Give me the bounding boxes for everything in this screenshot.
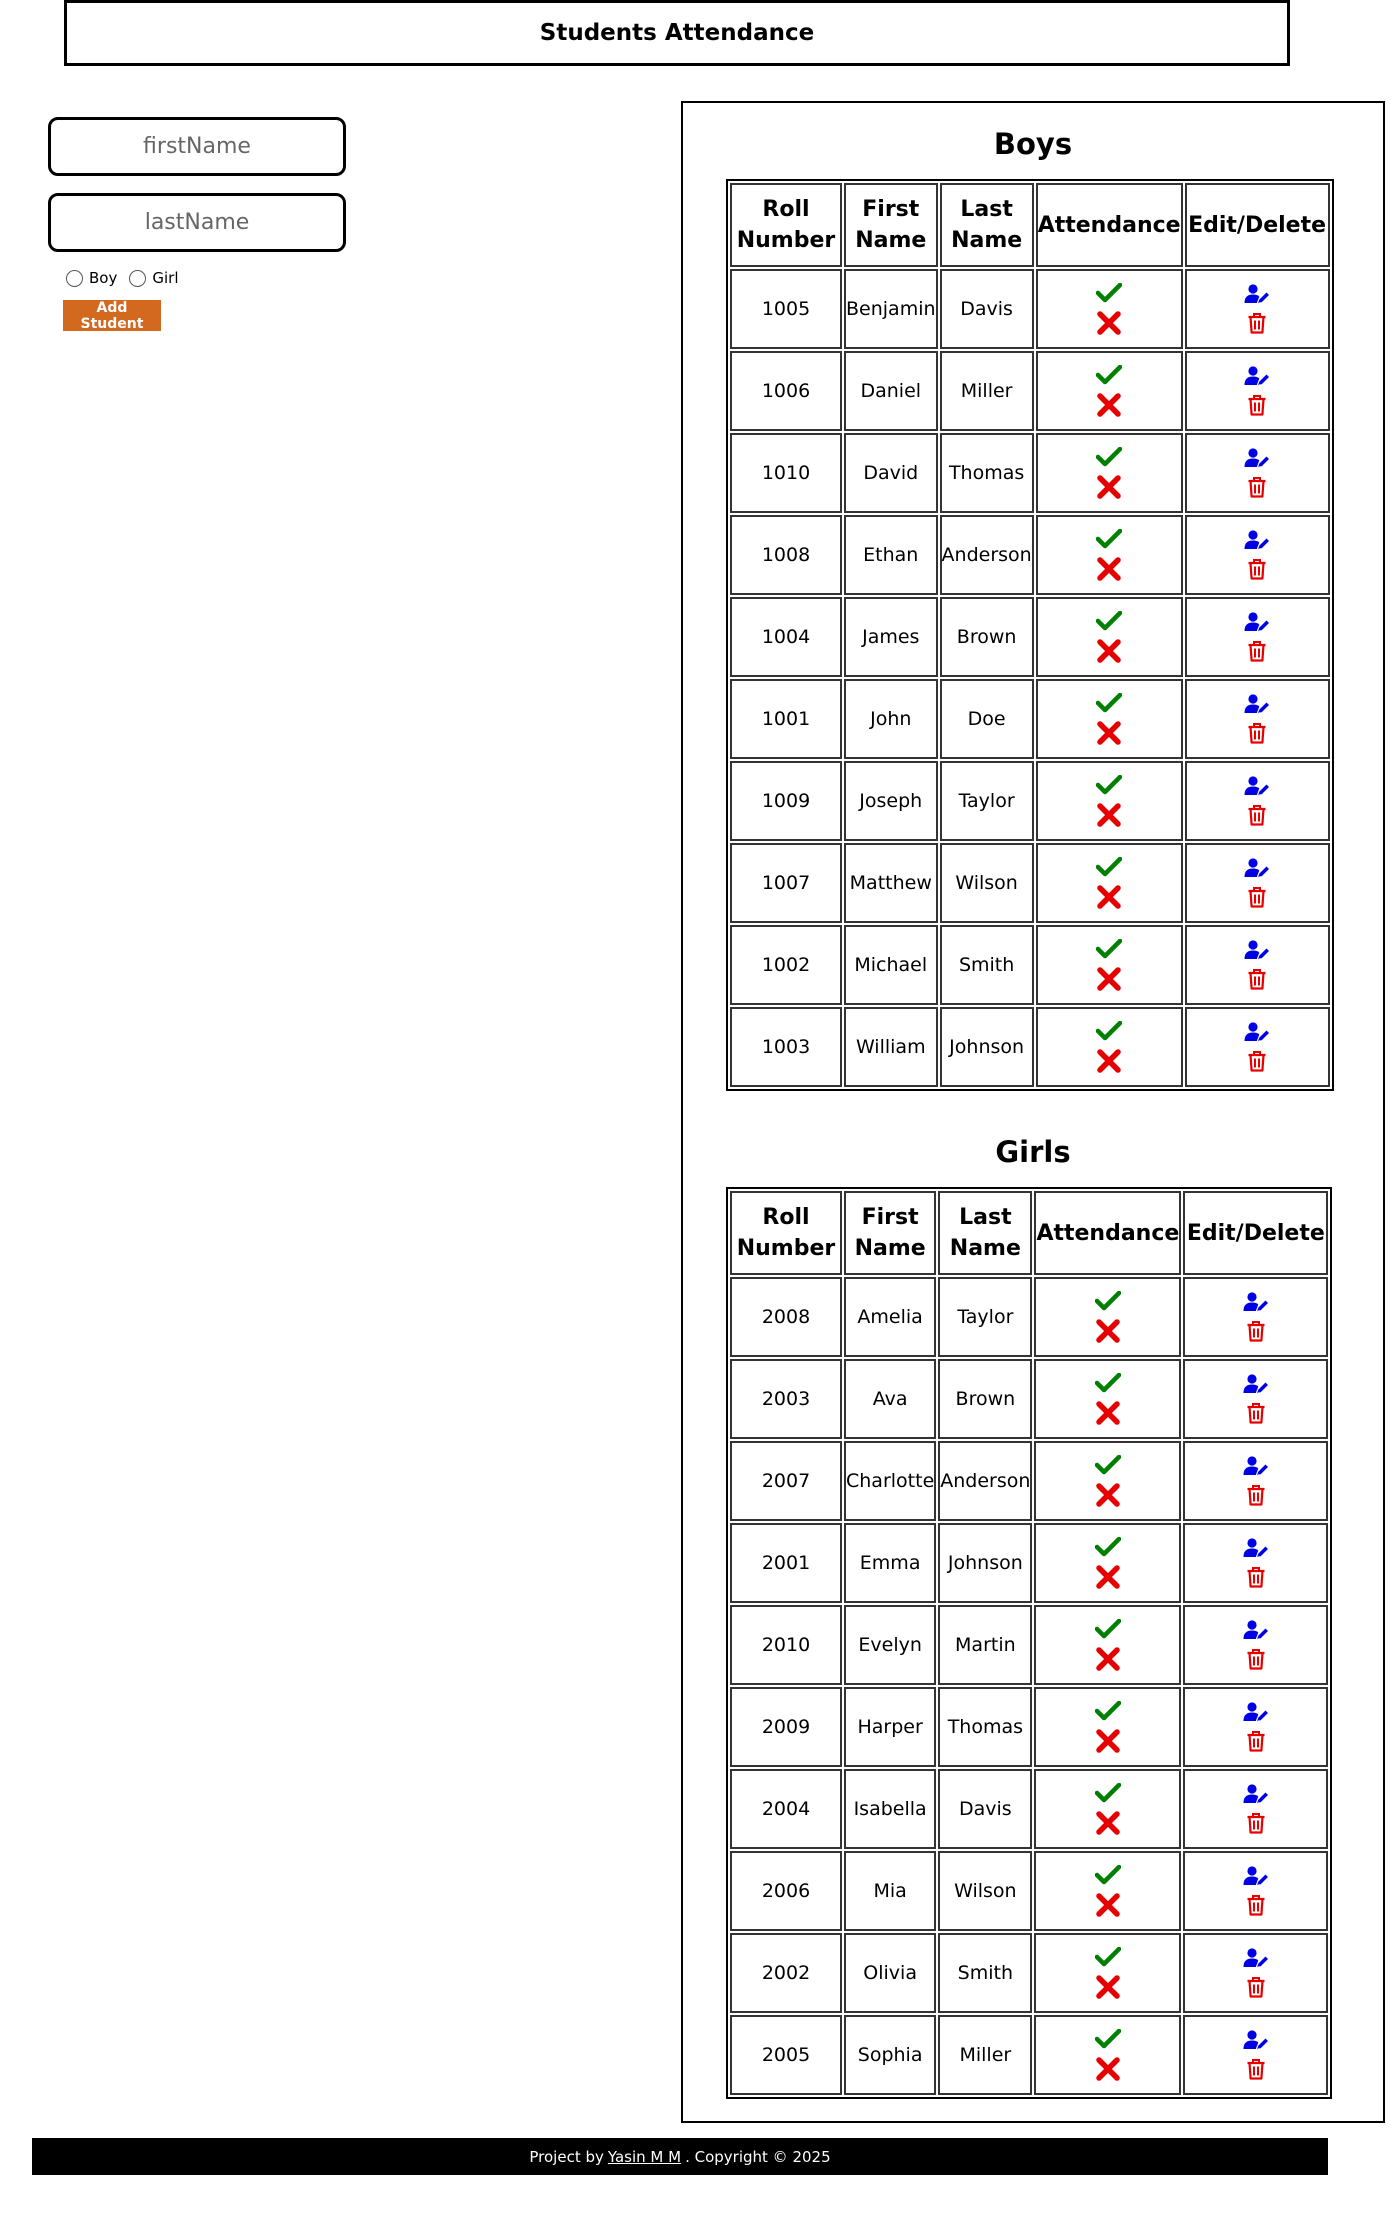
col-first-name: First Name bbox=[844, 183, 938, 267]
absent-x-icon[interactable] bbox=[1096, 1483, 1120, 1507]
edit-delete-cell bbox=[1183, 1359, 1328, 1439]
attendance-cell bbox=[1036, 1007, 1183, 1087]
delete-trash-icon[interactable] bbox=[1246, 2058, 1266, 2080]
gender-radio-group bbox=[66, 269, 346, 287]
delete-trash-icon[interactable] bbox=[1246, 1976, 1266, 1998]
boys-table-body bbox=[730, 269, 1330, 1087]
delete-trash-icon[interactable] bbox=[1246, 1648, 1266, 1670]
attendance-cell bbox=[1034, 1851, 1181, 1931]
first-name-cell: Harper bbox=[844, 1687, 936, 1767]
edit-user-icon[interactable] bbox=[1243, 1866, 1269, 1886]
present-check-icon[interactable] bbox=[1096, 775, 1122, 795]
roll-number-cell: 2010 bbox=[730, 1605, 842, 1685]
radio-boy-label: Boy bbox=[89, 269, 118, 287]
first-name-cell: Michael bbox=[844, 925, 938, 1005]
last-name-cell: Wilson bbox=[938, 1851, 1032, 1931]
edit-delete-cell bbox=[1185, 351, 1330, 431]
attendance-cell bbox=[1034, 1441, 1181, 1521]
edit-delete-cell bbox=[1183, 1933, 1328, 2013]
table-row bbox=[730, 843, 1330, 923]
absent-x-icon[interactable] bbox=[1096, 1975, 1120, 1999]
absent-x-icon[interactable] bbox=[1097, 721, 1121, 745]
attendance-cell bbox=[1034, 1359, 1181, 1439]
roll-number-cell: 2004 bbox=[730, 1769, 842, 1849]
last-name-cell: Taylor bbox=[938, 1277, 1032, 1357]
absent-x-icon[interactable] bbox=[1096, 1565, 1120, 1589]
table-row bbox=[730, 269, 1330, 349]
last-name-cell: Miller bbox=[940, 351, 1034, 431]
table-row bbox=[730, 1277, 1328, 1357]
edit-delete-cell bbox=[1183, 2015, 1328, 2095]
last-name-cell: Brown bbox=[938, 1359, 1032, 1439]
first-name-cell: Sophia bbox=[844, 2015, 936, 2095]
last-name-cell: Miller bbox=[938, 2015, 1032, 2095]
last-name-cell: Doe bbox=[940, 679, 1034, 759]
boys-table bbox=[726, 179, 1334, 1091]
attendance-cell bbox=[1034, 1605, 1181, 1685]
col-roll-number: Roll Number bbox=[730, 183, 842, 267]
roll-number-cell: 2007 bbox=[730, 1441, 842, 1521]
roll-number-cell: 1001 bbox=[730, 679, 842, 759]
present-check-icon[interactable] bbox=[1095, 1537, 1121, 1557]
present-check-icon[interactable] bbox=[1096, 939, 1122, 959]
edit-user-icon[interactable] bbox=[1244, 776, 1270, 796]
first-name-cell: Emma bbox=[844, 1523, 936, 1603]
first-name-cell: Ethan bbox=[844, 515, 938, 595]
edit-user-icon[interactable] bbox=[1244, 1022, 1270, 1042]
attendance-cell bbox=[1034, 1523, 1181, 1603]
absent-x-icon[interactable] bbox=[1097, 885, 1121, 909]
present-check-icon[interactable] bbox=[1096, 529, 1122, 549]
roll-number-cell: 2006 bbox=[730, 1851, 842, 1931]
delete-trash-icon[interactable] bbox=[1246, 1894, 1266, 1916]
present-check-icon[interactable] bbox=[1095, 1455, 1121, 1475]
edit-user-icon[interactable] bbox=[1244, 530, 1270, 550]
roll-number-cell: 2005 bbox=[730, 2015, 842, 2095]
col-edit-delete: Edit/Delete bbox=[1183, 1191, 1328, 1275]
delete-trash-icon[interactable] bbox=[1247, 312, 1267, 334]
add-student-form bbox=[48, 117, 346, 332]
col-first-name: First Name bbox=[844, 1191, 936, 1275]
attendance-cell bbox=[1036, 925, 1183, 1005]
roll-number-cell: 1004 bbox=[730, 597, 842, 677]
first-name-input[interactable] bbox=[48, 117, 346, 176]
table-row bbox=[730, 1441, 1328, 1521]
last-name-cell: Thomas bbox=[940, 433, 1034, 513]
edit-delete-cell bbox=[1185, 761, 1330, 841]
edit-user-icon[interactable] bbox=[1243, 1538, 1269, 1558]
roll-number-cell: 2008 bbox=[730, 1277, 842, 1357]
roll-number-cell: 2001 bbox=[730, 1523, 842, 1603]
edit-user-icon[interactable] bbox=[1243, 1620, 1269, 1640]
edit-user-icon[interactable] bbox=[1243, 1456, 1269, 1476]
table-row bbox=[730, 597, 1330, 677]
table-row bbox=[730, 433, 1330, 513]
first-name-cell: William bbox=[844, 1007, 938, 1087]
delete-trash-icon[interactable] bbox=[1246, 1566, 1266, 1588]
absent-x-icon[interactable] bbox=[1097, 557, 1121, 581]
edit-user-icon[interactable] bbox=[1243, 1784, 1269, 1804]
present-check-icon[interactable] bbox=[1096, 283, 1122, 303]
attendance-cell bbox=[1036, 269, 1183, 349]
footer-author-link[interactable]: Yasin M M bbox=[607, 2147, 682, 2166]
delete-trash-icon[interactable] bbox=[1247, 394, 1267, 416]
attendance-cell bbox=[1034, 1769, 1181, 1849]
edit-delete-cell bbox=[1185, 925, 1330, 1005]
delete-trash-icon[interactable] bbox=[1247, 476, 1267, 498]
edit-delete-cell bbox=[1183, 1687, 1328, 1767]
col-attendance: Attendance bbox=[1034, 1191, 1181, 1275]
edit-user-icon[interactable] bbox=[1243, 1702, 1269, 1722]
col-last-name: Last Name bbox=[940, 183, 1034, 267]
edit-user-icon[interactable] bbox=[1243, 1292, 1269, 1312]
delete-trash-icon[interactable] bbox=[1247, 968, 1267, 990]
delete-trash-icon[interactable] bbox=[1247, 804, 1267, 826]
roll-number-cell: 1005 bbox=[730, 269, 842, 349]
absent-x-icon[interactable] bbox=[1096, 2057, 1120, 2081]
attendance-cell bbox=[1034, 2015, 1181, 2095]
attendance-cell bbox=[1036, 597, 1183, 677]
absent-x-icon[interactable] bbox=[1097, 311, 1121, 335]
delete-trash-icon[interactable] bbox=[1246, 1402, 1266, 1424]
last-name-cell: Anderson bbox=[940, 515, 1034, 595]
last-name-cell: Martin bbox=[938, 1605, 1032, 1685]
table-row bbox=[730, 1933, 1328, 2013]
radio-boy[interactable] bbox=[66, 269, 117, 287]
table-row bbox=[730, 1359, 1328, 1439]
page-title: Students Attendance bbox=[539, 20, 815, 46]
table-row bbox=[730, 1769, 1328, 1849]
edit-delete-cell bbox=[1185, 679, 1330, 759]
roll-number-cell: 1008 bbox=[730, 515, 842, 595]
first-name-cell: Charlotte bbox=[844, 1441, 936, 1521]
absent-x-icon[interactable] bbox=[1097, 639, 1121, 663]
attendance-cell bbox=[1036, 761, 1183, 841]
present-check-icon[interactable] bbox=[1095, 1783, 1121, 1803]
edit-delete-cell bbox=[1185, 515, 1330, 595]
edit-delete-cell bbox=[1185, 269, 1330, 349]
last-name-cell: Smith bbox=[940, 925, 1034, 1005]
first-name-cell: John bbox=[844, 679, 938, 759]
edit-user-icon[interactable] bbox=[1244, 284, 1270, 304]
present-check-icon[interactable] bbox=[1095, 1701, 1121, 1721]
girls-section-title: Girls bbox=[995, 1135, 1071, 1169]
present-check-icon[interactable] bbox=[1095, 1373, 1121, 1393]
present-check-icon[interactable] bbox=[1095, 1865, 1121, 1885]
table-row bbox=[730, 351, 1330, 431]
col-edit-delete: Edit/Delete bbox=[1185, 183, 1330, 267]
delete-trash-icon[interactable] bbox=[1247, 722, 1267, 744]
roll-number-cell: 1010 bbox=[730, 433, 842, 513]
first-name-cell: Ava bbox=[844, 1359, 936, 1439]
table-row bbox=[730, 1851, 1328, 1931]
absent-x-icon[interactable] bbox=[1097, 803, 1121, 827]
first-name-cell: Evelyn bbox=[844, 1605, 936, 1685]
first-name-cell: Benjamin bbox=[844, 269, 938, 349]
roll-number-cell: 2003 bbox=[730, 1359, 842, 1439]
first-name-cell: Daniel bbox=[844, 351, 938, 431]
footer bbox=[32, 2138, 1328, 2175]
delete-trash-icon[interactable] bbox=[1246, 1320, 1266, 1342]
footer-prefix: Project by bbox=[529, 2147, 604, 2166]
edit-user-icon[interactable] bbox=[1244, 366, 1270, 386]
absent-x-icon[interactable] bbox=[1096, 1319, 1120, 1343]
attendance-cell bbox=[1036, 679, 1183, 759]
roll-number-cell: 1003 bbox=[730, 1007, 842, 1087]
absent-x-icon[interactable] bbox=[1097, 475, 1121, 499]
attendance-cell bbox=[1036, 515, 1183, 595]
first-name-cell: Mia bbox=[844, 1851, 936, 1931]
present-check-icon[interactable] bbox=[1096, 611, 1122, 631]
table-row bbox=[730, 761, 1330, 841]
boys-header-row bbox=[730, 183, 1330, 267]
radio-girl-label: Girl bbox=[152, 269, 179, 287]
table-row bbox=[730, 1605, 1328, 1685]
girls-table-body bbox=[730, 1277, 1328, 2095]
present-check-icon[interactable] bbox=[1096, 447, 1122, 467]
attendance-cell bbox=[1034, 1277, 1181, 1357]
last-name-cell: Brown bbox=[940, 597, 1034, 677]
absent-x-icon[interactable] bbox=[1097, 967, 1121, 991]
edit-user-icon[interactable] bbox=[1244, 694, 1270, 714]
absent-x-icon[interactable] bbox=[1096, 1811, 1120, 1835]
present-check-icon[interactable] bbox=[1096, 857, 1122, 877]
radio-boy-circle[interactable] bbox=[66, 270, 83, 287]
absent-x-icon[interactable] bbox=[1096, 1401, 1120, 1425]
absent-x-icon[interactable] bbox=[1096, 1729, 1120, 1753]
delete-trash-icon[interactable] bbox=[1246, 1730, 1266, 1752]
present-check-icon[interactable] bbox=[1095, 1291, 1121, 1311]
edit-delete-cell bbox=[1185, 597, 1330, 677]
roll-number-cell: 1009 bbox=[730, 761, 842, 841]
first-name-cell: David bbox=[844, 433, 938, 513]
present-check-icon[interactable] bbox=[1096, 1021, 1122, 1041]
edit-delete-cell bbox=[1183, 1605, 1328, 1685]
edit-user-icon[interactable] bbox=[1243, 1374, 1269, 1394]
girls-table bbox=[726, 1187, 1332, 2099]
page-header bbox=[64, 0, 1290, 66]
add-student-button[interactable]: Add Student bbox=[63, 300, 161, 331]
attendance-panel bbox=[681, 101, 1385, 2123]
radio-girl[interactable] bbox=[129, 269, 178, 287]
present-check-icon[interactable] bbox=[1096, 365, 1122, 385]
first-name-cell: Isabella bbox=[844, 1769, 936, 1849]
last-name-cell: Taylor bbox=[940, 761, 1034, 841]
col-attendance: Attendance bbox=[1036, 183, 1183, 267]
edit-user-icon[interactable] bbox=[1243, 2030, 1269, 2050]
last-name-cell: Wilson bbox=[940, 843, 1034, 923]
attendance-cell bbox=[1034, 1687, 1181, 1767]
first-name-cell: James bbox=[844, 597, 938, 677]
roll-number-cell: 1006 bbox=[730, 351, 842, 431]
table-row bbox=[730, 2015, 1328, 2095]
edit-delete-cell bbox=[1185, 433, 1330, 513]
present-check-icon[interactable] bbox=[1095, 1619, 1121, 1639]
roll-number-cell: 2009 bbox=[730, 1687, 842, 1767]
last-name-cell: Smith bbox=[938, 1933, 1032, 2013]
last-name-input[interactable] bbox=[48, 193, 346, 252]
attendance-cell bbox=[1034, 1933, 1181, 2013]
last-name-cell: Davis bbox=[938, 1769, 1032, 1849]
present-check-icon[interactable] bbox=[1095, 2029, 1121, 2049]
edit-user-icon[interactable] bbox=[1244, 858, 1270, 878]
present-check-icon[interactable] bbox=[1096, 693, 1122, 713]
edit-delete-cell bbox=[1183, 1441, 1328, 1521]
col-roll-number: Roll Number bbox=[730, 1191, 842, 1275]
footer-copyright: . Copyright © 2025 bbox=[685, 2147, 831, 2166]
last-name-cell: Thomas bbox=[938, 1687, 1032, 1767]
roll-number-cell: 2002 bbox=[730, 1933, 842, 2013]
last-name-cell: Davis bbox=[940, 269, 1034, 349]
edit-delete-cell bbox=[1185, 1007, 1330, 1087]
edit-user-icon[interactable] bbox=[1244, 448, 1270, 468]
first-name-cell: Olivia bbox=[844, 1933, 936, 2013]
last-name-cell: Johnson bbox=[938, 1523, 1032, 1603]
table-row bbox=[730, 679, 1330, 759]
present-check-icon[interactable] bbox=[1095, 1947, 1121, 1967]
delete-trash-icon[interactable] bbox=[1247, 640, 1267, 662]
radio-girl-circle[interactable] bbox=[129, 270, 146, 287]
delete-trash-icon[interactable] bbox=[1246, 1812, 1266, 1834]
edit-delete-cell bbox=[1185, 843, 1330, 923]
attendance-cell bbox=[1036, 433, 1183, 513]
attendance-cell bbox=[1036, 351, 1183, 431]
edit-delete-cell bbox=[1183, 1277, 1328, 1357]
absent-x-icon[interactable] bbox=[1097, 1049, 1121, 1073]
table-row bbox=[730, 1007, 1330, 1087]
last-name-cell: Johnson bbox=[940, 1007, 1034, 1087]
table-row bbox=[730, 925, 1330, 1005]
edit-user-icon[interactable] bbox=[1244, 940, 1270, 960]
delete-trash-icon[interactable] bbox=[1247, 1050, 1267, 1072]
boys-section-title: Boys bbox=[993, 127, 1073, 161]
first-name-cell: Amelia bbox=[844, 1277, 936, 1357]
delete-trash-icon[interactable] bbox=[1247, 886, 1267, 908]
absent-x-icon[interactable] bbox=[1096, 1647, 1120, 1671]
roll-number-cell: 1002 bbox=[730, 925, 842, 1005]
attendance-cell bbox=[1036, 843, 1183, 923]
delete-trash-icon[interactable] bbox=[1247, 558, 1267, 580]
edit-delete-cell bbox=[1183, 1523, 1328, 1603]
table-row bbox=[730, 1687, 1328, 1767]
edit-user-icon[interactable] bbox=[1244, 612, 1270, 632]
last-name-cell: Anderson bbox=[938, 1441, 1032, 1521]
roll-number-cell: 1007 bbox=[730, 843, 842, 923]
col-last-name: Last Name bbox=[938, 1191, 1032, 1275]
edit-delete-cell bbox=[1183, 1851, 1328, 1931]
edit-user-icon[interactable] bbox=[1243, 1948, 1269, 1968]
first-name-cell: Joseph bbox=[844, 761, 938, 841]
girls-header-row bbox=[730, 1191, 1328, 1275]
edit-delete-cell bbox=[1183, 1769, 1328, 1849]
delete-trash-icon[interactable] bbox=[1246, 1484, 1266, 1506]
absent-x-icon[interactable] bbox=[1097, 393, 1121, 417]
first-name-cell: Matthew bbox=[844, 843, 938, 923]
table-row bbox=[730, 1523, 1328, 1603]
table-row bbox=[730, 515, 1330, 595]
absent-x-icon[interactable] bbox=[1096, 1893, 1120, 1917]
